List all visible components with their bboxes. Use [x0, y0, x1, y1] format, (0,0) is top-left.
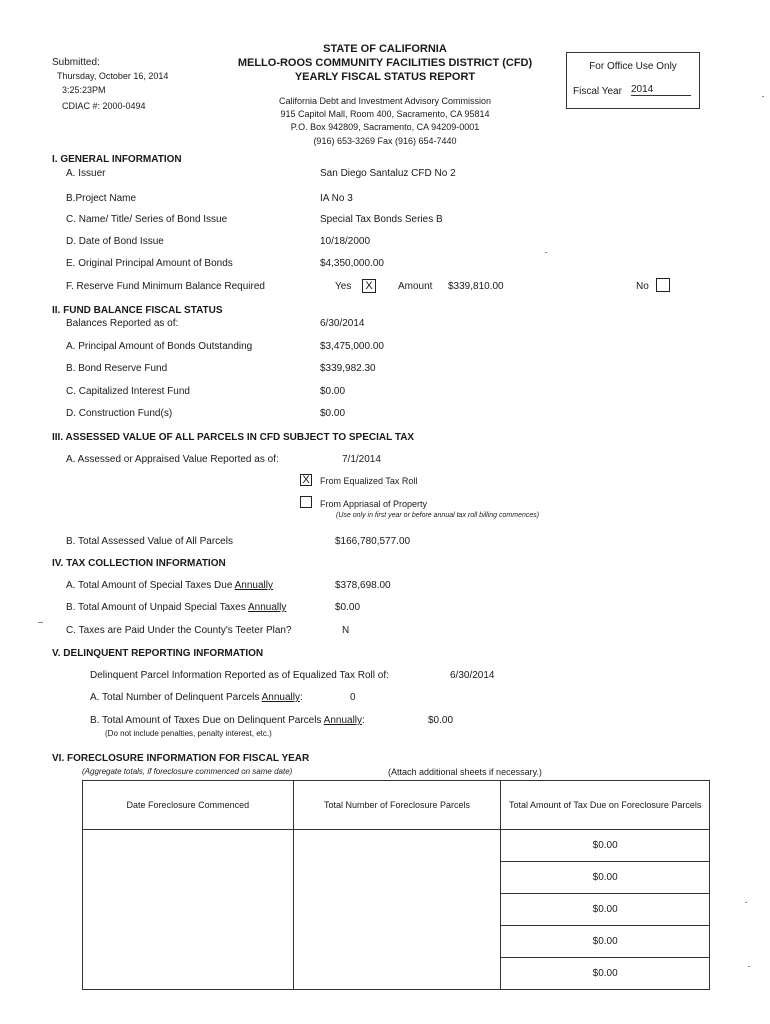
parcels-cell [293, 862, 501, 894]
tax-roll-checkbox[interactable]: X [300, 474, 312, 486]
interest-fund-label: C. Capitalized Interest Fund [66, 386, 190, 397]
date-cell [83, 894, 294, 926]
reserve-minimum-label: F. Reserve Fund Minimum Balance Required [66, 281, 265, 292]
assessed-date-value: 7/1/2014 [342, 454, 381, 465]
report-title: MELLO-ROOS COMMUNITY FACILITIES DISTRICT (CFD) [237, 57, 533, 69]
balances-reported-value: 6/30/2014 [320, 318, 365, 329]
amount-value: $339,810.00 [448, 281, 504, 292]
submitted-time: 3:25:23PM [62, 85, 106, 95]
bond-value: Special Tax Bonds Series B [320, 214, 443, 225]
col-header-amount: Total Amount of Tax Due on Foreclosure Parcels [501, 781, 710, 830]
yes-checkbox[interactable]: X [362, 279, 376, 293]
total-assessed-value: $166,780,577.00 [335, 536, 411, 547]
tax-roll-label: From Equalized Tax Roll [320, 476, 418, 486]
principal-label: E. Original Principal Amount of Bonds [66, 258, 233, 269]
no-label: No [636, 281, 649, 292]
unpaid-taxes-value: $0.00 [335, 602, 361, 613]
foreclosure-note: (Aggregate totals, if foreclosure commenced on same date) [82, 767, 293, 776]
assessed-date-label: A. Assessed or Appraised Value Reported as of: [66, 454, 279, 465]
table-row [83, 862, 710, 894]
amount-cell: $0.00 [501, 862, 710, 894]
delinquent-taxes-label: B. Total Amount of Taxes Due on Delinquent Parcels Annually: [90, 715, 365, 726]
principal-value: $4,350,000.00 [320, 258, 384, 269]
delinquent-date-value: 6/30/2014 [450, 670, 495, 681]
col-header-date: Date Foreclosure Commenced [83, 781, 294, 830]
state-heading: STATE OF CALIFORNIA [323, 43, 447, 55]
amount-label: Amount [398, 281, 433, 292]
agency-po-box: P.O. Box 942809, Sacramento, CA 94209-0001 [290, 122, 480, 132]
bond-date-label: D. Date of Bond Issue [66, 236, 164, 247]
construction-fund-label: D. Construction Fund(s) [66, 408, 173, 419]
amount-cell: $0.00 [501, 830, 710, 862]
table-row [83, 926, 710, 958]
section-6-heading: VI. FORECLOSURE INFORMATION FOR FISCAL YEAR [52, 753, 310, 764]
agency-address: 915 Capitol Mall, Room 400, Sacramento, CA 95814 [280, 109, 490, 119]
delinquent-taxes-value: $0.00 [428, 715, 454, 726]
scan-speck [545, 252, 547, 253]
taxes-due-value: $378,698.00 [335, 580, 391, 591]
unpaid-taxes-label: B. Total Amount of Unpaid Special Taxes Annually [66, 602, 287, 613]
cdiac-number: CDIAC #: 2000-0494 [62, 101, 146, 111]
taxes-due-label: A. Total Amount of Special Taxes Due Annually [66, 580, 273, 591]
submitted-label: Submitted: [52, 57, 100, 68]
appraisal-note: (Use only in first year or before annual tax roll billing commences) [336, 512, 540, 519]
reserve-fund-value: $339,982.30 [320, 363, 376, 374]
delinquent-taxes-note: (Do not include penalties, penalty interest, etc.) [105, 729, 272, 738]
appraisal-label: From Appriasal of Property [320, 499, 428, 509]
office-use-label: For Office Use Only [589, 61, 677, 72]
issuer-value: San Diego Santaluz CFD No 2 [320, 168, 456, 179]
submitted-date: Thursday, October 16, 2014 [57, 71, 169, 81]
teeter-plan-value: N [342, 625, 350, 636]
appraisal-checkbox[interactable] [300, 496, 312, 508]
total-assessed-label: B. Total Assessed Value of All Parcels [66, 536, 233, 547]
fiscal-year-value: 2014 [631, 84, 691, 96]
no-checkbox[interactable] [656, 278, 670, 292]
balances-reported-label: Balances Reported as of: [66, 318, 179, 329]
construction-fund-value: $0.00 [320, 408, 346, 419]
delinquent-count-label: A. Total Number of Delinquent Parcels Annually: [90, 692, 303, 703]
parcels-cell [293, 926, 501, 958]
table-row [83, 958, 710, 990]
date-cell [83, 862, 294, 894]
bond-label: C. Name/ Title/ Series of Bond Issue [66, 214, 228, 225]
table-row [83, 830, 710, 862]
table-row [83, 894, 710, 926]
interest-fund-value: $0.00 [320, 386, 346, 397]
delinquent-count-value: 0 [350, 692, 356, 703]
section-4-heading: IV. TAX COLLECTION INFORMATION [52, 558, 226, 569]
section-2-heading: II. FUND BALANCE FISCAL STATUS [52, 305, 223, 316]
teeter-plan-label: C. Taxes are Paid Under the County's Teeter Plan? [66, 625, 292, 636]
date-cell [83, 958, 294, 990]
amount-cell: $0.00 [501, 958, 710, 990]
reserve-fund-label: B. Bond Reserve Fund [66, 363, 168, 374]
agency-name: California Debt and Investment Advisory Commission [278, 96, 492, 106]
scan-speck [745, 902, 747, 903]
scan-speck [38, 622, 43, 623]
yes-label: Yes [335, 281, 352, 292]
fiscal-year-label: Fiscal Year [573, 86, 622, 97]
project-value: IA No 3 [320, 193, 353, 204]
project-label: B.Project Name [66, 193, 137, 204]
parcels-cell [293, 830, 501, 862]
attach-note: (Attach additional sheets if necessary.) [388, 767, 542, 777]
office-use-box [566, 52, 700, 109]
parcels-cell [293, 958, 501, 990]
date-cell [83, 830, 294, 862]
foreclosure-table [82, 780, 710, 990]
scan-speck [748, 966, 750, 967]
report-subtitle: YEARLY FISCAL STATUS REPORT [294, 71, 476, 83]
col-header-parcels: Total Number of Foreclosure Parcels [293, 781, 501, 830]
bond-date-value: 10/18/2000 [320, 236, 371, 247]
foreclosure-table-header [83, 781, 710, 830]
date-cell [83, 926, 294, 958]
agency-phone: (916) 653-3269 Fax (916) 654-7440 [313, 136, 457, 146]
section-3-heading: III. ASSESSED VALUE OF ALL PARCELS IN CFD SUBJECT TO SPECIAL TAX [52, 432, 415, 443]
delinquent-date-label: Delinquent Parcel Information Reported as of Equalized Tax Roll of: [90, 670, 389, 681]
outstanding-value: $3,475,000.00 [320, 341, 384, 352]
scan-speck [762, 96, 764, 97]
section-5-heading: V. DELINQUENT REPORTING INFORMATION [52, 648, 264, 659]
outstanding-label: A. Principal Amount of Bonds Outstanding [66, 341, 253, 352]
amount-cell: $0.00 [501, 894, 710, 926]
amount-cell: $0.00 [501, 926, 710, 958]
issuer-label: A. Issuer [66, 168, 106, 179]
section-1-heading: I. GENERAL INFORMATION [52, 154, 182, 165]
parcels-cell [293, 894, 501, 926]
